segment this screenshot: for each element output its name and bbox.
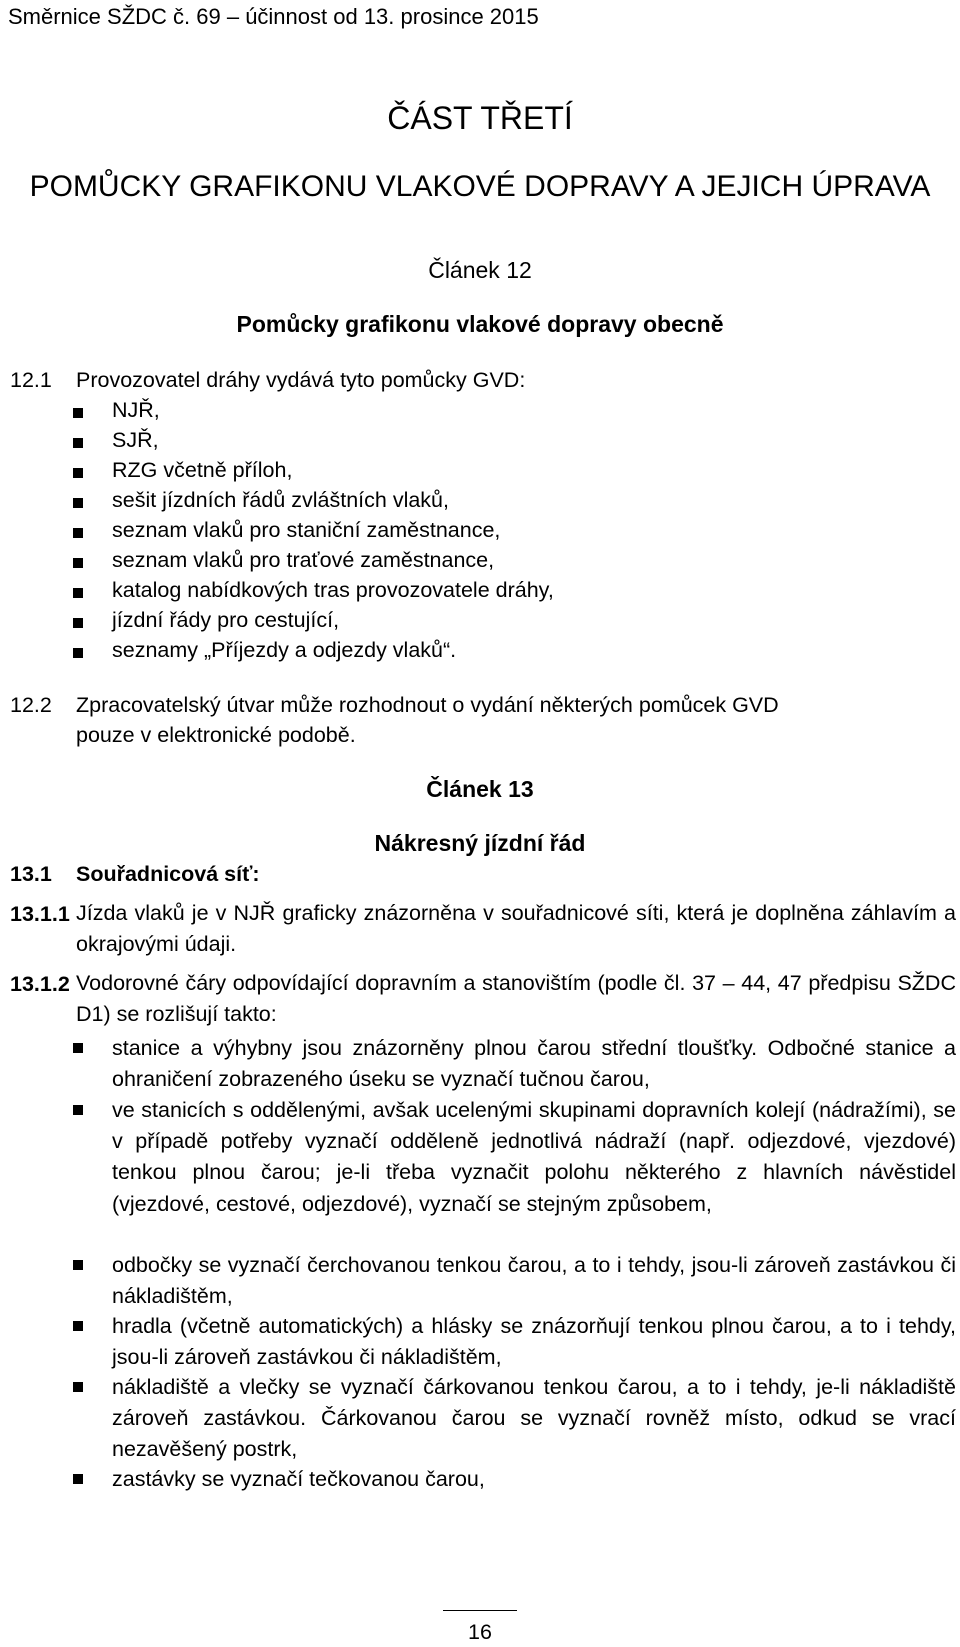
section-12-2-line2: pouze v elektronické podobě. xyxy=(76,723,356,747)
article-13-heading: Článek 13 xyxy=(426,776,534,802)
list-bullet-icon xyxy=(73,408,83,418)
part-title: ČÁST TŘETÍ xyxy=(387,100,573,136)
list-item: jízdní řády pro cestující, xyxy=(112,608,340,632)
section-12-1-text: Provozovatel dráhy vydává tyto pomůcky GVD: xyxy=(76,368,526,392)
section-13-1-1-text: Jízda vlaků je v NJŘ graficky znázorněna v souřadnicové síti, která je doplněna záhlavím a okrajovými údaji. xyxy=(76,901,956,957)
list-bullet-icon xyxy=(73,648,83,658)
list-bullet-icon xyxy=(73,618,83,628)
list-item: nákladiště a vlečky se vyznačí čárkovanou tenkou čarou, a to i tehdy, je-li nákladiště zároveň zastávkou. Čárkovanou čarou se vyznačí rovněž místo, odkud se vrací nezavěšený postrk, xyxy=(112,1375,956,1462)
section-number-13-1-2: 13.1.2 xyxy=(10,972,70,996)
list-item: stanice a výhybny jsou znázorněny plnou čarou střední tloušťky. Odbočné stanice a ohraničení zobrazeného úseku se vyznačí tučnou čarou, xyxy=(112,1036,956,1092)
list-item: odbočky se vyznačí čerchovanou tenkou čarou, a to i tehdy, jsou-li zároveň zastávkou či nákladištěm, xyxy=(112,1253,956,1309)
article-13-subheading: Nákresný jízdní řád xyxy=(374,830,586,856)
list-item: sešit jízdních řádů zvláštních vlaků, xyxy=(112,488,449,512)
section-number-13-1: 13.1 xyxy=(10,862,52,886)
section-number-12-1: 12.1 xyxy=(10,368,52,392)
article-12-heading: Článek 12 xyxy=(428,257,532,283)
main-title: POMŮCKY GRAFIKONU VLAKOVÉ DOPRAVY A JEJICH ÚPRAVA xyxy=(29,170,931,203)
list-bullet-icon xyxy=(73,558,83,568)
list-bullet-icon xyxy=(73,438,83,448)
list-item: hradla (včetně automatických) a hlásky se znázorňují tenkou plnou čarou, a to i tehdy, jsou-li zároveň zastávkou či nákladištěm, xyxy=(112,1314,956,1370)
list-item: seznam vlaků pro staniční zaměstnance, xyxy=(112,518,501,542)
list-item: seznamy „Příjezdy a odjezdy vlaků“. xyxy=(112,638,457,662)
section-number-13-1-1: 13.1.1 xyxy=(10,902,70,926)
list-item: RZG včetně příloh, xyxy=(112,458,293,482)
list-bullet-icon xyxy=(73,528,83,538)
list-item: ve stanicích s oddělenými, avšak ucelenými skupinami dopravních kolejí (nádražími), se v případě potřeby vyznačí odděleně jednotlivá nádraží (např. odjezdové, vjezdové) tenkou plnou čarou; je-li třeba vyznačit polohu některého z hlavních návěstidel (vjezdové, cestové, odjezdové), vyznačí se stejným způsobem, xyxy=(112,1098,956,1216)
section-13-1-2-text: Vodorovné čáry odpovídající dopravním a stanovištím (podle čl. 37 – 44, 47 předpisu SŽDC D1) se rozlišují takto: xyxy=(76,971,956,1027)
list-bullet-icon xyxy=(73,498,83,508)
list-item: SJŘ, xyxy=(112,428,159,452)
list-item: zastávky se vyznačí tečkovanou čarou, xyxy=(112,1467,485,1491)
footer-divider xyxy=(443,1610,517,1611)
list-bullet-icon xyxy=(73,1321,83,1331)
list-bullet-icon xyxy=(73,1105,83,1115)
list-bullet-icon xyxy=(73,1382,83,1392)
page-number: 16 xyxy=(468,1620,492,1644)
list-bullet-icon xyxy=(73,1043,83,1053)
list-item: katalog nabídkových tras provozovatele dráhy, xyxy=(112,578,554,602)
list-bullet-icon xyxy=(73,1260,83,1270)
list-item: seznam vlaků pro traťové zaměstnance, xyxy=(112,548,495,572)
section-13-1-title: Souřadnicová síť: xyxy=(76,862,260,886)
section-12-2-line1: Zpracovatelský útvar může rozhodnout o vydání některých pomůcek GVD xyxy=(76,693,779,717)
list-bullet-icon xyxy=(73,588,83,598)
article-12-subheading: Pomůcky grafikonu vlakové dopravy obecně xyxy=(236,311,724,337)
list-bullet-icon xyxy=(73,1474,83,1484)
document-header: Směrnice SŽDC č. 69 – účinnost od 13. prosince 2015 xyxy=(8,4,539,29)
section-number-12-2: 12.2 xyxy=(10,693,52,717)
list-bullet-icon xyxy=(73,468,83,478)
list-item: NJŘ, xyxy=(112,398,160,422)
